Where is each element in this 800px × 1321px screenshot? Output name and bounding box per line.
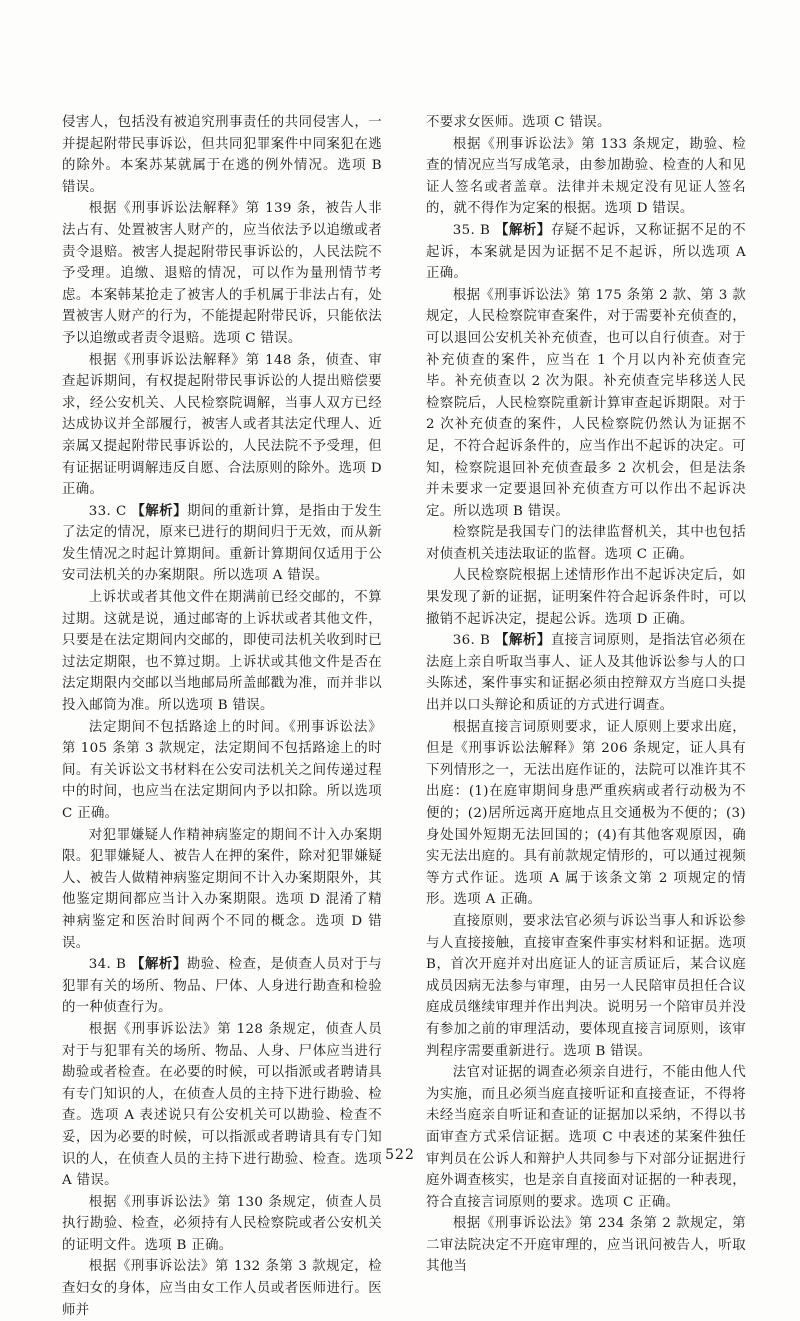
paragraph-text: 人民检察院根据上述情形作出不起诉决定后，如果发现了新的证据，证明案件符合起诉条件时，可以撤销不起诉决定，提起公诉。选项 D 正确。 [426, 568, 746, 627]
paragraph [426, 911, 746, 1062]
paragraph [62, 350, 382, 501]
paragraph-text: 根据《刑事诉讼法》第 128 条规定，侦查人员对于与犯罪有关的场所、物品、人身、尸体应当进行勘验或者检查。在必要的时候，可以指派或者聘请具有专门知识的人，在侦查人员的主持下进行勘验、检查。选项 A 表述说只有公安机关可以勘验、检查不妥，因为必要的时候，可以指派或者聘请具有专门知识的人，在侦查人员的主持下进行勘验、检查。选项 A 错误。 [62, 1021, 382, 1189]
analysis-label: 【解析】 [131, 502, 188, 519]
paragraph-text: 直接原则，要求法官必须与诉讼当事人和诉讼参与人直接接触，直接审查案件事实材料和证据。选项 B，首次开庭并对出庭证人的证言质证后，某合议庭成员因病无法参与审理，由另一人民陪审员担任合议庭成员继续审理并作出判决。说明另一个陪审员并没有参加之前的审理活动，要体现直接言词原则，该审判程序需要重新进行。选项 B 错误。 [426, 913, 746, 1059]
paragraph-text: 根据《刑事诉讼法》第 234 条第 2 款规定，第二审法院决定不开庭审理的，应当讯问被告人，听取其他当 [426, 1216, 746, 1275]
paragraph-text: 根据《刑事诉讼法》第 133 条规定，勘验、检查的情况应当写成笔录，由参加勘验、检查的人和见证人签名或者盖章。法律并未规定没有见证人签名的，就不得作为定案的根据。选项 D 错误。 [426, 136, 746, 217]
paragraph [426, 717, 746, 911]
paragraph-text: 上诉状或者其他文件在期满前已经交邮的，不算过期。这就是说，通过邮寄的上诉状或者其他文件，只要是在法定期间内交邮的，即使司法机关收到时已过法定期限，也不算过期。上诉状或其他文件是否在法定期限内交邮以当地邮局所盖邮戳为准，而并非以投入邮筒为准。所以选项 B 错误。 [62, 590, 382, 714]
paragraph [62, 825, 382, 955]
paragraph [62, 717, 382, 825]
right-column [426, 112, 746, 1278]
paragraph [62, 954, 382, 1019]
paragraph [426, 134, 746, 220]
paragraph [62, 1256, 382, 1321]
paragraph [62, 587, 382, 717]
paragraph-text: 直接言词原则，是指法官必须在法庭上亲自听取当事人、证人及其他诉讼参与人的口头陈述，案件事实和证据必须由控辩双方当庭口头提出并以口头辩论和质证的方式进行调查。 [426, 633, 746, 714]
paragraph [62, 501, 382, 587]
paragraph-text: 根据《刑事诉讼法解释》第 139 条，被告人非法占有、处置被害人财产的，应当依法予以追缴或者责令退赔。被害人提起附带民事诉讼的，人民法院不予受理。追缴、退赔的情况，可以作为量刑情节考虑。本案韩某抢走了被害人的手机属于非法占有，处置被害人财产的行为，不能提起附带民诉，只能依法予以追缴或者责令退赔。选项 C 错误。 [62, 201, 382, 346]
paragraph-text: 法官对证据的调查必须亲自进行，不能由他人代为实施，而且必须当庭直接听证和直接查证，不得将未经当庭亲自听证和查证的证据加以采纳，不得以书面审查方式采信证据。选项 C 中表述的某案件独任审判员在公诉人和辩护人共同参与下对部分证据进行庭外调查核实，也是亲自直接面对证据的一种表现，符合直接言词原则的要求。选项 C 正确。 [426, 1065, 746, 1210]
answer-number: 35. B [452, 222, 495, 238]
paragraph [62, 112, 382, 198]
paragraph-text: 侵害人，包括没有被追究刑事责任的共同侵害人，一并提起附带民事诉讼，但共同犯罪案件中同案犯在逃的除外。本案苏某就属于在逃的例外情况。选项 B 错误。 [62, 115, 382, 195]
paragraph-text: 根据《刑事诉讼法》第 132 条第 3 款规定，检查妇女的身体，应当由女工作人员或者医师进行。医师并 [62, 1259, 382, 1318]
paragraph-text: 根据《刑事诉讼法解释》第 148 条，侦查、审查起诉期间，有权提起附带民事诉讼的人提出赔偿要求，经公安机关、人民检察院调解，当事人双方已经达成协议并全部履行，被害人或者其法定代理人、近亲属又提起附带民事诉讼的，人民法院不予受理，但有证据证明调解违反自愿、合法原则的除外。选项 D 正确。 [62, 352, 382, 498]
page-number: 522 [385, 1147, 415, 1163]
paragraph [426, 220, 746, 285]
paragraph-text: 法定期间不包括路途上的时间。《刑事诉讼法》第 105 条第 3 款规定，法定期间不包括路途上的时间。有关诉讼文书材料在公安司法机关之间传递过程中的时间，也应当在法定期间内予以扣除。所以选项 C 正确。 [62, 719, 382, 821]
paragraph-text: 根据《刑事诉讼法》第 175 条第 2 款、第 3 款规定，人民检察院审查案件，对于需要补充侦查的，可以退回公安机关补充侦查，也可以自行侦查。对于补充侦查的案件，应当在 1 个月以内补充侦查完毕。补充侦查以 2 次为限。补充侦查完毕移送人民检察院后，人民检察院重新计算审查起诉期限。对于 2 次补充侦查的案件，人民检察院仍然认为证据不足，不符合起诉条件的，应当作出不起诉的决定。可知，检察院退回补充侦查最多 2 次机会，但是法条并未要求一定要退回补充侦查方可以作出不起诉决定。所以选项 B 错误。 [426, 287, 746, 519]
paragraph [426, 1062, 746, 1213]
paragraph-text: 检察院是我国专门的法律监督机关，其中也包括对侦查机关违法取证的监督。选项 C 正确。 [426, 525, 746, 562]
paragraph [426, 522, 746, 565]
paragraph [426, 285, 746, 523]
paragraph [426, 630, 746, 716]
answer-number: 33. C [88, 503, 132, 519]
paragraph [62, 1192, 382, 1257]
paragraph-text: 不要求女医师。选项 C 错误。 [426, 115, 611, 130]
paragraph-text: 勘验、检查，是侦查人员对于与犯罪有关的场所、物品、尸体、人身进行勘查和检验的一种侦查行为。 [62, 957, 382, 1016]
paragraph [426, 565, 746, 630]
analysis-label: 【解析】 [130, 956, 187, 973]
paragraph-text: 期间的重新计算，是指由于发生了法定的情况，原来已进行的期间归于无效，而从新发生情况之时起计算期间。重新计算期间仅适用于公安司法机关的办案期限。所以选项 A 错误。 [62, 503, 382, 584]
analysis-label: 【解析】 [494, 632, 551, 649]
paragraph-text: 根据《刑事诉讼法》第 130 条规定，侦查人员执行勘验、检查，必须持有人民检察院或者公安机关的证明文件。选项 B 正确。 [62, 1194, 382, 1253]
analysis-label: 【解析】 [494, 221, 551, 238]
answer-number: 34. B [88, 957, 131, 973]
paragraph [62, 198, 382, 349]
paragraph-text: 存疑不起诉，又称证据不足的不起诉，本案就是因为证据不足不起诉，所以选项 A 正确。 [426, 222, 746, 282]
paragraph [62, 1019, 382, 1192]
paragraph [426, 1213, 746, 1278]
paragraph-text: 根据直接言词原则要求，证人原则上要求出庭，但是《刑事诉讼法解释》第 206 条规定，证人具有下列情形之一，无法出庭作证的，法院可以准许其不出庭：(1)在庭审期间身患严重疾病或者行动极为不便的；(2)居所远离开庭地点且交通极为不便的；(3)身处国外短期无法回国的；(4)有其他客观原因，确实无法出庭的。具有前款规定情形的，可以通过视频等方式作证。选项 A 属于该条文第 2 项规定的情形。选项 A 正确。 [426, 719, 746, 908]
paragraph-text: 对犯罪嫌疑人作精神病鉴定的期间不计入办案期限。犯罪嫌疑人、被告人在押的案件，除对犯罪嫌疑人、被告人做精神病鉴定期间不计入办案期限外，其他鉴定期间都应当计入办案期限。选项 D 混淆了精神病鉴定和医治时间两个不同的概念。选项 D 错误。 [62, 827, 382, 951]
left-column [62, 112, 382, 1321]
answer-number: 36. B [452, 633, 495, 649]
paragraph [426, 112, 746, 134]
